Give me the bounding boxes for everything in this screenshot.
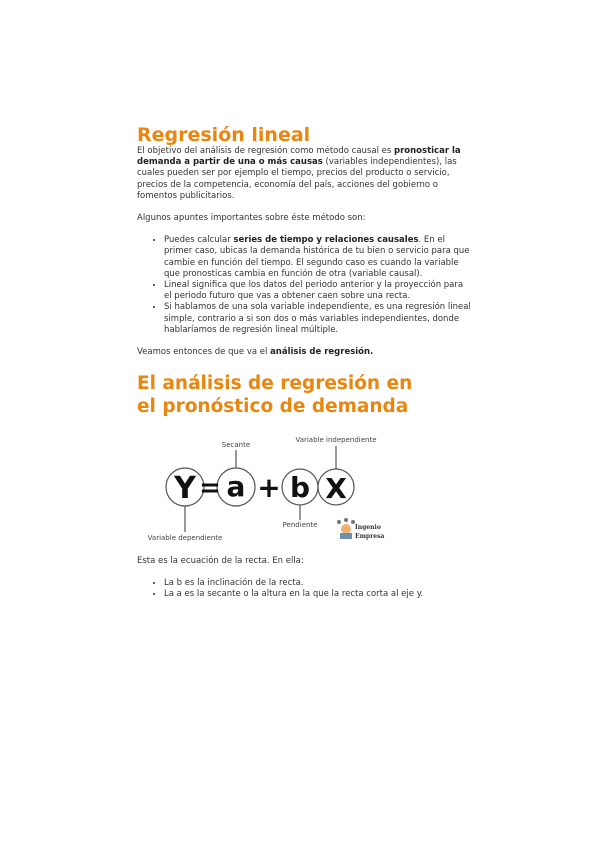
text: El objetivo del análisis de regresión como método causal es [137, 146, 394, 156]
text: Veamos entonces de que va el [137, 347, 271, 358]
label-variable-dependiente: Variable dependiente [147, 534, 223, 542]
list-item [164, 235, 472, 280]
equation-explanation [137, 556, 472, 612]
section-regresion-lineal [137, 124, 472, 418]
list-item: • La a es la secante o la altura en la que la recta corta al eje y. [164, 589, 472, 600]
bold-text: análisis de regresión. [270, 347, 374, 358]
bold-text: series de tiempo y relaciones causales [233, 235, 419, 246]
text: (variables independientes), las cuales pueden ser por ejemplo el tiempo, precios del producto o servicio, precios de la competencia, economía del país, acciones del gobierno o fomentos publicitarios. [137, 157, 457, 201]
list-item: • La b es la inclinación de la recta. [164, 578, 472, 589]
list-item: • Lineal significa que los datos del periodo anterior y la proyección para el periodo futuro que vas a obtener caen sobre una recta. [164, 280, 472, 302]
symbol-plus: + [257, 471, 281, 504]
bold-text: pronosticar la demanda a partir de una o más causas [137, 146, 461, 168]
equation-list [137, 578, 472, 600]
label-secante: Secante [221, 441, 251, 449]
closing-paragraph [137, 347, 472, 358]
equation-lead: Esta es la ecuación de la recta. En ella: [137, 556, 304, 566]
svg-text:Ingenio: Ingenio [355, 524, 381, 531]
label-pendiente: Pendiente [282, 521, 318, 529]
ingenio-empresa-logo [337, 518, 384, 540]
intro-paragraph [137, 146, 472, 202]
label-variable-independiente: Variable independiente [295, 436, 377, 444]
symbol-a: a [226, 470, 246, 503]
symbol-y: Y [174, 471, 196, 506]
page-title: Regresión lineal [137, 124, 311, 146]
symbol-b: b [289, 471, 311, 504]
notes-list [137, 235, 472, 336]
notes-lead: Algunos apuntes importantes sobre éste método son: [137, 213, 366, 224]
regression-equation-diagram [130, 432, 430, 547]
text: Puedes calcular [164, 235, 234, 246]
list-item: • Si hablamos de una sola variable independiente, es una regresión lineal simple, contrario a si son dos o más variables independientes, donde hablaríamos de regresión lineal múltiple. [164, 302, 472, 336]
svg-text:Empresa: Empresa [355, 533, 385, 540]
section-heading: El análisis de regresión en el pronóstico de demanda [137, 373, 413, 418]
symbol-equals: = [199, 473, 221, 503]
symbol-x: X [325, 472, 347, 505]
text: . En el primer caso, ubicas la demanda histórica de tu bien o servicio para que cambie en función del tiempo. El segundo caso es cuando la variable que pronosticas cambia en función de otra (variable causal). [164, 235, 470, 279]
